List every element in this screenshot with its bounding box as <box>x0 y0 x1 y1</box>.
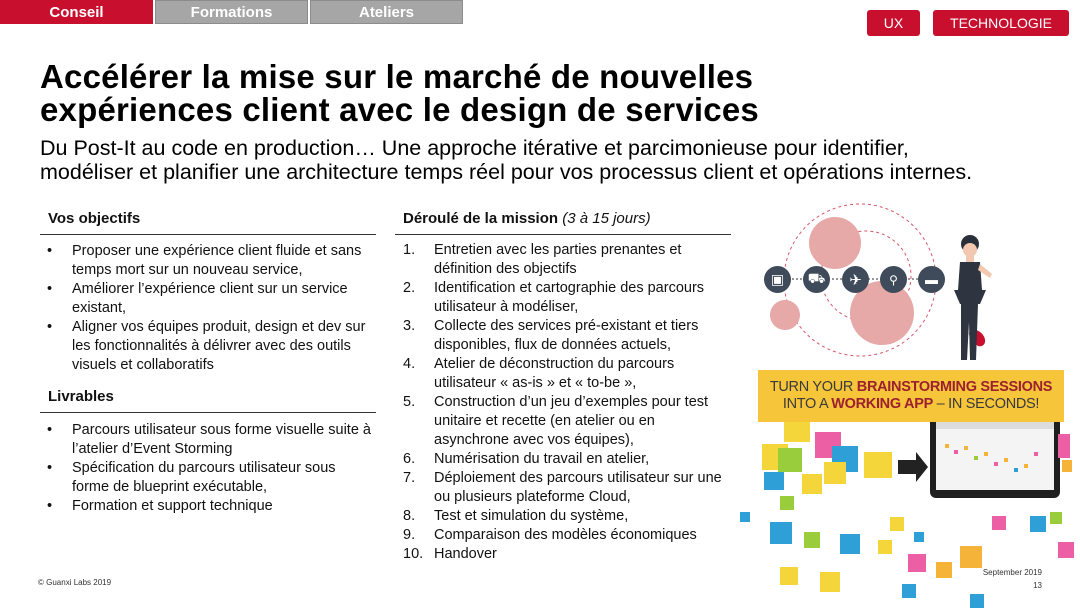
mission-heading <box>395 209 731 235</box>
banner-text-strong: BRAINSTORMING SESSIONS <box>856 379 1053 395</box>
step-text: Collecte des services pré-existant et tiers disponibles, flux de données actuels, <box>434 318 699 353</box>
mission-section <box>395 209 731 564</box>
mission-duration: (3 à 15 jours) <box>562 210 651 227</box>
step-number: 8. <box>403 508 416 524</box>
step-text: Numérisation du travail en atelier, <box>434 451 650 467</box>
train-icon: ▣ <box>764 266 791 293</box>
objective-item: • Aligner vos équipes produit, design et dev sur les fonctionnalités à délivrer avec des outils visuels et collaboratifs <box>40 318 376 375</box>
step-number: 5. <box>403 394 416 410</box>
step-number: 2. <box>403 280 416 296</box>
mission-step <box>403 469 731 507</box>
footer-date: September 2019 <box>982 568 1042 577</box>
step-text: Construction d’un jeu d’exemples pour test unitaire et recette (en atelier ou en asynchrone avec vos équipes), <box>434 394 709 448</box>
tag-ux[interactable]: UX <box>867 10 920 36</box>
title-line-1: Accélérer la mise sur le marché de nouvelles <box>40 58 754 95</box>
mission-steps <box>395 241 731 564</box>
banner-line-1 <box>770 379 1052 396</box>
objectives-heading: Vos objectifs <box>40 209 376 235</box>
subtitle-line-1: Du Post-It au code en production… Une approche itérative et parcimonieuse pour identifier, <box>40 136 909 160</box>
copyright: © Guanxi Labs 2019 <box>38 578 112 587</box>
deliverables-heading: Livrables <box>40 387 376 413</box>
step-text: Identification et cartographie des parcours utilisateur à modéliser, <box>434 280 705 315</box>
deliverable-item: • Parcours utilisateur sous forme visuelle suite à l’atelier d’Event Storming <box>40 421 376 459</box>
mission-step <box>403 355 731 393</box>
objective-item: • Proposer une expérience client fluide et sans temps mort sur un nouveau service, <box>40 242 376 280</box>
deliverable-item: • Spécification du parcours utilisateur sous forme de blueprint exécutable, <box>40 459 376 497</box>
banner-text: – IN SECONDS! <box>932 396 1040 412</box>
top-tabs <box>0 0 465 24</box>
mission-step <box>403 545 731 564</box>
step-number: 4. <box>403 356 416 372</box>
step-text: Test et simulation du système, <box>434 508 629 524</box>
step-number: 10. <box>403 546 424 562</box>
bicycle-icon: ⚲ <box>880 266 907 293</box>
banner-text: INTO A <box>782 396 832 412</box>
brainstorming-banner <box>758 370 1064 422</box>
mission-step <box>403 241 731 279</box>
mission-step <box>403 393 731 450</box>
banner-text-strong: WORKING APP <box>831 396 933 412</box>
step-number: 1. <box>403 242 416 258</box>
step-number: 7. <box>403 470 416 486</box>
person-figure <box>940 232 1000 367</box>
objectives-section <box>40 209 376 375</box>
mission-step <box>403 279 731 317</box>
airplane-icon: ✈ <box>842 266 869 293</box>
deliverables-section <box>40 387 376 516</box>
tab-conseil[interactable]: Conseil <box>0 0 153 24</box>
page-title <box>40 60 1040 126</box>
step-text: Handover <box>434 546 497 562</box>
mission-step <box>403 317 731 355</box>
hotel-bed-icon: ▬ <box>918 266 945 293</box>
mission-step <box>403 526 731 545</box>
step-number: 9. <box>403 527 416 543</box>
car-icon: ⛟ <box>803 266 830 293</box>
objectives-list <box>40 242 376 375</box>
step-number: 6. <box>403 451 416 467</box>
objective-item: • Améliorer l’expérience client sur un service existant, <box>40 280 376 318</box>
deliverables-list <box>40 421 376 516</box>
illustration <box>740 200 1080 608</box>
title-line-2: expériences client avec le design de services <box>40 91 759 128</box>
step-text: Atelier de déconstruction du parcours utilisateur « as-is » et « to-be », <box>434 356 675 391</box>
step-text: Entretien avec les parties prenantes et définition des objectifs <box>434 242 682 277</box>
banner-text: TURN YOUR <box>769 379 857 395</box>
tag-technologie[interactable]: TECHNOLOGIE <box>933 10 1069 36</box>
step-text: Comparaison des modèles économiques <box>434 527 697 543</box>
step-text: Déploiement des parcours utilisateur sur une ou plusieurs plateforme Cloud, <box>434 470 722 505</box>
tab-ateliers[interactable]: Ateliers <box>310 0 463 24</box>
banner-line-2 <box>783 396 1039 413</box>
step-number: 3. <box>403 318 416 334</box>
subtitle-line-2: modéliser et planifier une architecture temps réel pour vos processus client et opérations internes. <box>40 160 973 184</box>
footer-info <box>983 566 1042 592</box>
page-number: 13 <box>1033 581 1042 590</box>
deliverable-item: • Formation et support technique <box>40 497 376 516</box>
mission-step <box>403 507 731 526</box>
mission-heading-label: Déroulé de la mission <box>403 210 559 227</box>
page-subtitle <box>40 136 1060 184</box>
mission-step <box>403 450 731 469</box>
tab-formations[interactable]: Formations <box>155 0 308 24</box>
